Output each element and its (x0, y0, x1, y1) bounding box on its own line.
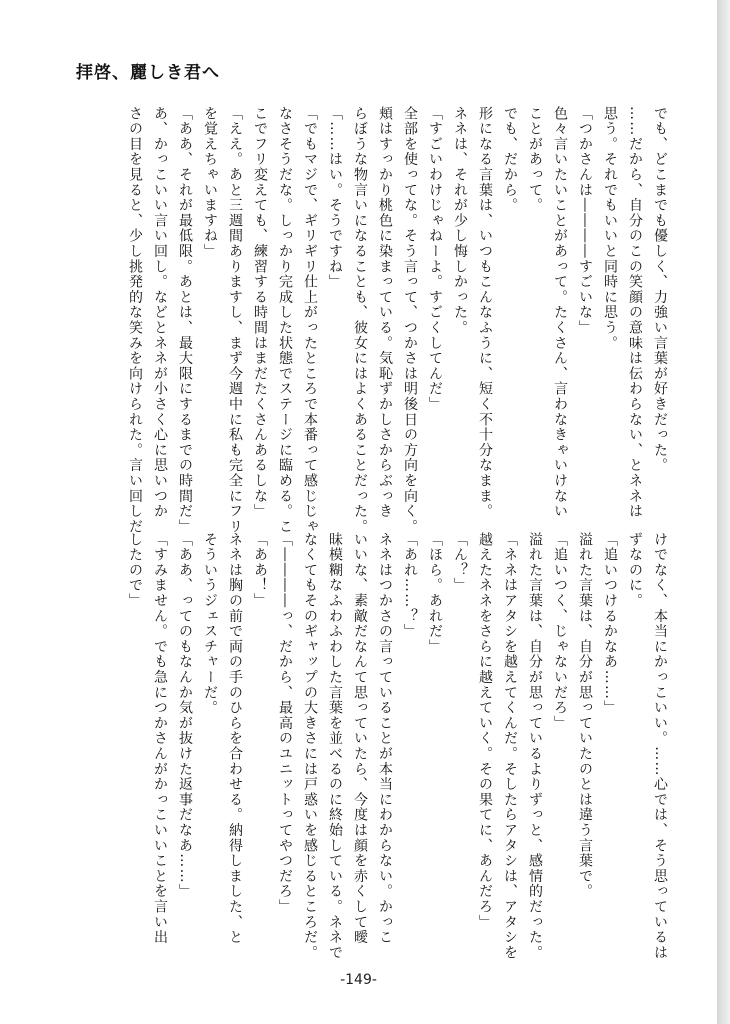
text-line: 「追いつけるかなあ……」 (602, 532, 618, 716)
chapter-title: 拝啓、麗しき君へ (76, 63, 220, 83)
text-line: 色々言いたいことがあって。たくさん、言わなきゃいけない (552, 106, 568, 520)
text-line: 「つかさんは――――すごいな」 (577, 106, 593, 336)
text-line: でも、どこまでも優しく、力強い言葉が好きだった。 (652, 106, 668, 474)
text-line: 「ほら。あれだ」 (427, 532, 443, 655)
text-line: らぼうな物言いになることも、彼女にはよくあることだった。 (352, 106, 368, 535)
text-line: 全部を使ってな。そう言って、つかさは明後日の方向を向く。 (402, 106, 418, 535)
text-line: ことがあって。 (527, 106, 543, 214)
page-number: -149- (340, 972, 377, 988)
text-line: ネネはつかさの言っていることが本当にわからない。かっこ (377, 532, 393, 946)
text-line: 「すごいわけじゃねーよ。すごくしてんだ」 (427, 106, 443, 412)
text-line: けでなく、本当にかっこいい。……心では、そう思っているは (652, 532, 668, 961)
text-line: でも、だから。 (502, 106, 518, 214)
text-line: 「あれ……？」 (402, 532, 418, 640)
text-line: 「ああ！」 (252, 532, 268, 609)
text-line: いいな、素敵だなんて思っていたら、今度は顔を赤くして曖 (352, 532, 368, 946)
text-line: 溢れた言葉は、自分が思っていたのとは違う言葉で。 (577, 532, 593, 900)
text-line: 「追いつく、じゃないだろ」 (552, 532, 568, 731)
text-line: ネネは胸の前で両の手のひらを合わせる。納得しました、と (227, 532, 243, 946)
text-line: 「……はい。そうですね」 (327, 106, 343, 290)
text-line: 越えたネネをさらに越えていく。その果てに、あんだろ」 (477, 532, 493, 930)
text-line: 「すみません。でも急につかさんがかっこいいことを言い出 (152, 532, 168, 946)
text-line: 思う。それでもいいと同時に思う。 (602, 106, 618, 351)
text-line: なさそうだな。しっかり完成した状態でステージに臨める。こ (277, 106, 293, 535)
text-line: 「でもマジで、ギリギリ仕上がったところで本番って感じじゃ (302, 106, 318, 535)
text-line: 頬はすっかり桃色に染まっている。気恥ずかしさからぶっき (377, 106, 393, 520)
text-line: ずなのに。 (627, 532, 643, 609)
text-line: 「ああ、それが最低限。あとは、最大限にするまでの時間だ」 (177, 106, 193, 535)
text-line: ……だから、自分のこの笑顔の意味は伝わらない、とネネは (627, 106, 643, 520)
text-line: そういうジェスチャーだ。 (202, 532, 218, 716)
text-line: さの目を見ると、少し挑発的な笑みを向けられた。言い回しだ (127, 106, 143, 535)
upper-text-block (52, 106, 672, 535)
text-line: 「ネネはアタシを越えてくんだ。そしたらアタシは、アタシを (502, 532, 518, 961)
text-line: こでフリ変えても、練習する時間はまだたくさんあるしな」 (252, 106, 268, 520)
text-line: を覚えちゃいますね」 (202, 106, 218, 259)
page-edge (717, 0, 730, 1024)
lower-text-block (52, 532, 672, 961)
text-line: ネネは、それが少し悔しかった。 (452, 106, 468, 336)
text-line: 「――――っ、だから、最高のユニットってやつだろ」 (277, 532, 293, 915)
text-line: あ、かっこいい言い回し。などとネネが小さく心に思いつか (152, 106, 168, 520)
text-line: 「ええ。あと三週間ありますし、まず今週中に私も完全にフリ (227, 106, 243, 535)
text-line: したので」 (127, 532, 143, 609)
text-line: なくてもそのギャップの大きさには戸惑いを感じるところだ。 (302, 532, 318, 961)
text-line: 溢れた言葉は、自分が思っているよりずっと、感情的だった。 (527, 532, 543, 961)
text-line: 昧模糊なふわふわした言葉を並べるのに終始している。ネネで (327, 532, 343, 961)
text-line: 「ああ、ってのもなんか気が抜けた返事だなあ……」 (177, 532, 193, 900)
text-line: 形になる言葉は、いつもこんなふうに、短く不十分なまま。 (477, 106, 493, 520)
text-line: 「ん？」 (452, 532, 468, 594)
